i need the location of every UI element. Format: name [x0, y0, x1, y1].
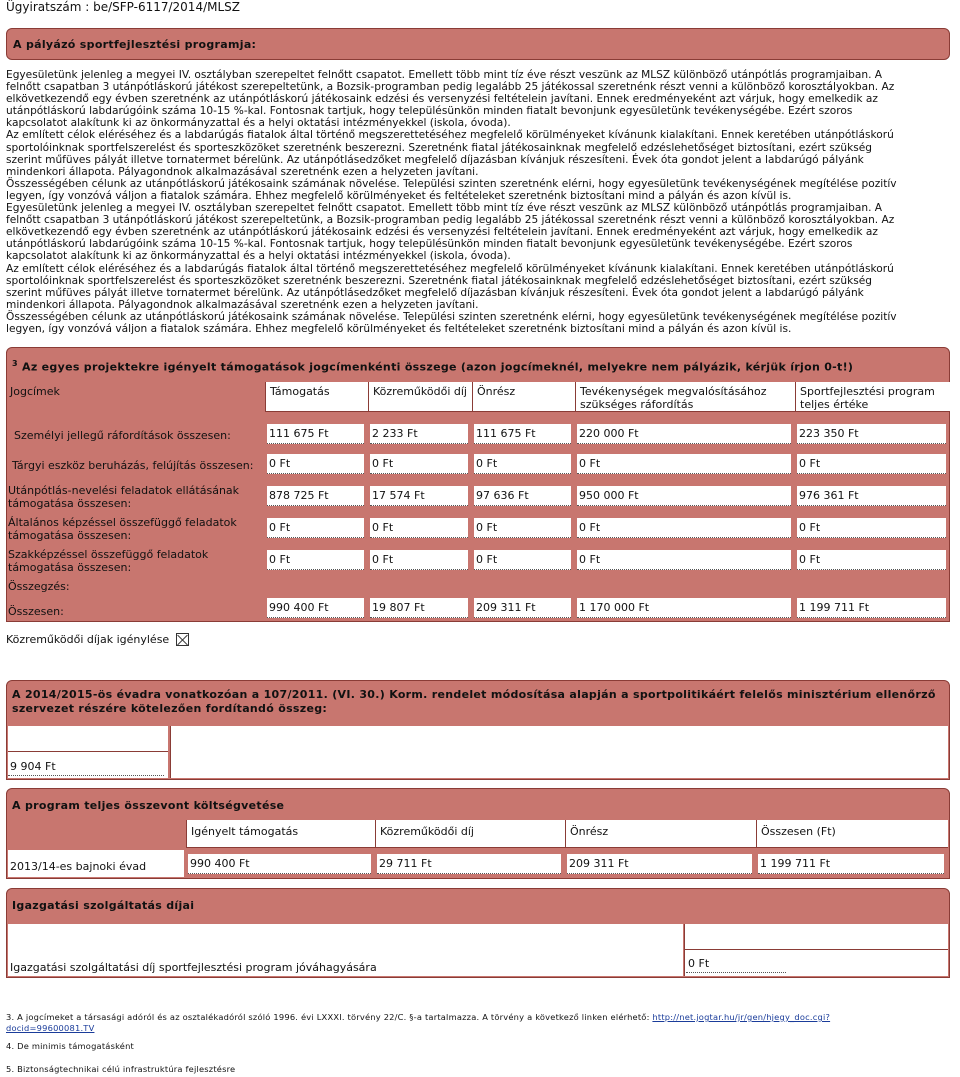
program-text-line: felnőtt csapatban 3 utánpótláskorú játékost szerepeltetünk, a Bozsik-programban pedig legalább 25 játékossal szeretnénk részt venni a különböző korosztályokban. Az: [6, 81, 895, 94]
budget-header-blank: [8, 820, 184, 848]
costs-header-2: Közreműködői díj: [368, 382, 472, 412]
program-text-line: Az említett célok eléréséhez és a labdarúgás fiatalok által történő megszerettetéséhez megfelelő körülményeket kívánunk kialakítani. Ennek keretében utánpótláskorú: [6, 129, 894, 142]
decree-value: 9 904 Ft: [8, 758, 164, 776]
costs-row-value: 223 350 Ft: [797, 424, 946, 444]
program-text-line: sportolóinknak sportfelszerelést és sporteszközöket szeretnénk beszerezni. Szeretnénk fiatal játékosainknak megfelelő edzéslehetőséget biztosítani, ezért szükség: [6, 274, 872, 287]
costs-row-value: 0 Ft: [267, 550, 364, 570]
program-text-line: Összességében célunk az utánpótláskorú játékosaink számának növelése. Települési szinten szeretnénk elérni, hogy egyesületünk tevékenységének megítélése pozitív: [6, 310, 897, 323]
costs-row-value: 0 Ft: [474, 550, 571, 570]
footnote-5: 5. Biztonságtechnikai célú infrastruktúra fejlesztésre: [6, 1064, 236, 1074]
costs-footnote-ref: 3: [12, 359, 18, 368]
program-text-line: kapcsolatot alakítunk ki az önkormányzattal és a helyi oktatási intézményekkel (iskola, óvoda).: [6, 250, 511, 263]
costs-row-value: 0 Ft: [577, 518, 791, 538]
costs-row-value: 97 636 Ft: [474, 486, 571, 506]
costs-row-value: 0 Ft: [474, 518, 571, 538]
decree-section-title: [6, 680, 950, 724]
file-reference: Ügyiratszám : be/SFP-6117/2014/MLSZ: [6, 0, 240, 14]
costs-row-value: 0 Ft: [577, 550, 791, 570]
costs-row-value: 0 Ft: [267, 454, 364, 474]
costs-row-value: 976 361 Ft: [797, 486, 946, 506]
costs-row-value: 0 Ft: [797, 550, 946, 570]
costs-row-value: 0 Ft: [577, 454, 791, 474]
program-section-title: A pályázó sportfejlesztési programja:: [6, 28, 950, 60]
costs-row-label: Tárgyi eszköz beruházás, felújítás összesen:: [12, 458, 254, 472]
costs-row-value: 0 Ft: [267, 518, 364, 538]
costs-row-value: 17 574 Ft: [370, 486, 468, 506]
admin-white-b: [684, 924, 948, 950]
costs-total-value: 1 199 711 Ft: [797, 598, 946, 618]
costs-row-label: Általános képzéssel összefüggő feladatok támogatása összesen:: [8, 516, 237, 542]
costs-total-value: 990 400 Ft: [267, 598, 364, 618]
program-text-line: sportolóinknak sportfelszerelést és sporteszközöket szeretnénk beszerezni. Szeretnénk fiatal játékosainknak megfelelő edzéslehetőséget biztosítani, ezért szükség: [6, 141, 872, 154]
program-text-line: Összességében célunk az utánpótláskorú játékosaink számának növelése. Települési szinten szeretnénk elérni, hogy egyesületünk tevékenységének megítélése pozitív: [6, 177, 897, 190]
program-text-line: Az említett célok eléréséhez és a labdarúgás fiatalok által történő megszerettetéséhez megfelelő körülményeket kívánunk kialakítani. Ennek keretében utánpótláskorú: [6, 262, 894, 275]
costs-row-label: Szakképzéssel összefüggő feladatok támogatása összesen:: [8, 548, 209, 574]
admin-value: 0 Ft: [686, 955, 786, 973]
program-text-line: elkövetkezendő egy évben szeretnénk az utánpótláskorú játékosaink edzési és versenyzési feltételein javítani. Ennek eredményeként azt várjuk, hogy emelkedik az: [6, 93, 878, 106]
costs-title: Az egyes projektekre igényelt támogatások jogcímenkénti összege (azon jogcímeknél, melyekre nem pályázik, kérjük írjon 0-t!): [22, 360, 854, 374]
budget-value-3: 1 199 711 Ft: [758, 854, 944, 874]
budget-value-0: 990 400 Ft: [188, 854, 371, 874]
costs-row-value: 0 Ft: [474, 454, 571, 474]
fee-request-label: Közreműködői díjak igénylése: [6, 633, 170, 646]
costs-row-value: 220 000 Ft: [577, 424, 791, 444]
program-text-line: elkövetkezendő egy évben szeretnénk az utánpótláskorú játékosaink edzési és versenyzési feltételein javítani. Ennek eredményeként azt várjuk, hogy emelkedik az: [6, 226, 878, 239]
decree-white-a: [8, 726, 168, 752]
costs-row-value: 111 675 Ft: [474, 424, 571, 444]
program-text-line: szerint műfüves pályát illetve tornatermet bérelünk. Az utánpótlásedzőket megfelelő díjazásban kívánjuk részesíteni. Évek óta gondot jelent a labdarúgó pályánk: [6, 153, 864, 166]
admin-label: Igazgatási szolgáltatási díj sportfejlesztési program jóváhagyására: [10, 961, 377, 974]
program-text-line: felnőtt csapatban 3 utánpótláskorú játékost szerepeltetünk, a Bozsik-programban pedig legalább 25 játékossal szeretnénk részt venni a különböző korosztályokban. Az: [6, 214, 895, 227]
costs-total-label: Összesen:: [8, 605, 64, 618]
costs-row-value: 878 725 Ft: [267, 486, 364, 506]
costs-row-value: 950 000 Ft: [577, 486, 791, 506]
costs-total-value: 1 170 000 Ft: [577, 598, 791, 618]
costs-row-value: 0 Ft: [370, 518, 468, 538]
budget-value-1: 29 711 Ft: [377, 854, 561, 874]
costs-row-label: Személyi jellegű ráfordítások összesen:: [14, 428, 231, 442]
costs-row-value: 111 675 Ft: [267, 424, 364, 444]
program-text-line: legyen, így vonzóvá váljon a fiatalok számára. Ehhez megfelelő körülményeket és feltételeket szeretnénk biztosítani mind a pályán és azon kívül is.: [6, 322, 792, 335]
costs-header-5: Sportfejlesztési program teljes értéke: [795, 382, 950, 412]
program-text-line: mindenkori állapota. Pályagondnok alkalmazásával szeretnénk ezen a helyzeten javítani.: [6, 165, 479, 178]
costs-total-value: 19 807 Ft: [370, 598, 468, 618]
costs-row-value: 0 Ft: [797, 454, 946, 474]
program-text-line: kapcsolatot alakítunk ki az önkormányzattal és a helyi oktatási intézményekkel (iskola, óvoda).: [6, 117, 511, 130]
budget-header-3: Összesen (Ft): [756, 820, 948, 848]
program-text-line: legyen, így vonzóvá váljon a fiatalok számára. Ehhez megfelelő körülményeket és feltételeket szeretnénk biztosítani mind a pályán és azon kívül is.: [6, 189, 792, 202]
footnote-3: [6, 1012, 906, 1034]
program-text-line: mindenkori állapota. Pályagondnok alkalmazásával szeretnénk ezen a helyzeten javítani.: [6, 298, 479, 311]
budget-section-title: [6, 788, 950, 818]
costs-section-title: [6, 347, 950, 381]
costs-header-3: Önrész: [472, 382, 575, 412]
footnote-3-link[interactable]: http://net.jogtar.hu/jr/gen/hjegy_doc.cgi?docid=99600081.TV: [6, 1012, 831, 1033]
fee-request-checkbox[interactable]: [176, 633, 189, 646]
costs-header-1: Támogatás: [265, 382, 368, 412]
costs-header-0: Jogcímek: [10, 385, 60, 398]
costs-row-value: 2 233 Ft: [370, 424, 468, 444]
costs-row-value: 0 Ft: [370, 550, 468, 570]
budget-value-2: 209 311 Ft: [567, 854, 752, 874]
program-text-line: Egyesületünk jelenleg a megyei IV. osztályban szerepeltet felnőtt csapatot. Emellett több mint tíz éve részt veszünk az MLSZ különböző utánpótlás programjaiban. A: [6, 202, 883, 215]
program-text-line: utánpótláskorú labdarúgóink száma 10-15 %-kal. Fontosnak tartjuk, hogy településünkön minden fiatalt bevonjunk egyesületünk tevékenységébe. Ezért szoros: [6, 238, 853, 251]
costs-header-4: Tevékenységek megvalósításához szükséges ráfordítás: [575, 382, 795, 412]
admin-section-title: [6, 888, 950, 922]
budget-header-1: Közreműködői díj: [375, 820, 565, 848]
decree-title: A 2014/2015-ös évadra vonatkozóan a 107/2011. (VI. 30.) Korm. rendelet módosítása alapján a sportpolitikáért felelős minisztérium ellenőrző szervezet részére kötelezően fordítandó összeg:: [12, 688, 936, 715]
costs-row-value: 0 Ft: [370, 454, 468, 474]
budget-header-0: Igényelt támogatás: [186, 820, 375, 848]
program-text-line: szerint műfüves pályát illetve tornatermet bérelünk. Az utánpótlásedzőket megfelelő díjazásban kívánjuk részesíteni. Évek óta gondot jelent a labdarúgó pályánk: [6, 286, 864, 299]
program-text-line: utánpótláskorú labdarúgóink száma 10-15 %-kal. Fontosnak tartjuk, hogy településünkön minden fiatalt bevonjunk egyesületünk tevékenységébe. Ezért szoros: [6, 105, 853, 118]
costs-row-label: Utánpótlás-nevelési feladatok ellátásának támogatása összesen:: [8, 484, 240, 510]
budget-row-label: 2013/14-es bajnoki évad: [10, 860, 147, 873]
decree-white-b: [170, 726, 948, 778]
budget-title: A program teljes összevont költségvetése: [12, 799, 285, 812]
program-description: [6, 69, 956, 335]
footnote-3-text: 3. A jogcímeket a társasági adóról és az osztalékadóról szóló 1996. évi LXXXI. törvény 22/C. §-a tartalmazza. A törvény a következő linken elérhető:: [6, 1012, 653, 1022]
costs-total-value: 209 311 Ft: [474, 598, 571, 618]
program-text-line: Egyesületünk jelenleg a megyei IV. osztályban szerepeltet felnőtt csapatot. Emellett több mint tíz éve részt veszünk az MLSZ különböző utánpótlás programjaiban. A: [6, 69, 883, 81]
admin-title: Igazgatási szolgáltatás díjai: [12, 899, 195, 912]
costs-row-value: 0 Ft: [797, 518, 946, 538]
costs-summary-label: Összegzés:: [8, 580, 70, 593]
footnote-4: 4. De minimis támogatásként: [6, 1041, 135, 1051]
budget-header-2: Önrész: [565, 820, 756, 848]
